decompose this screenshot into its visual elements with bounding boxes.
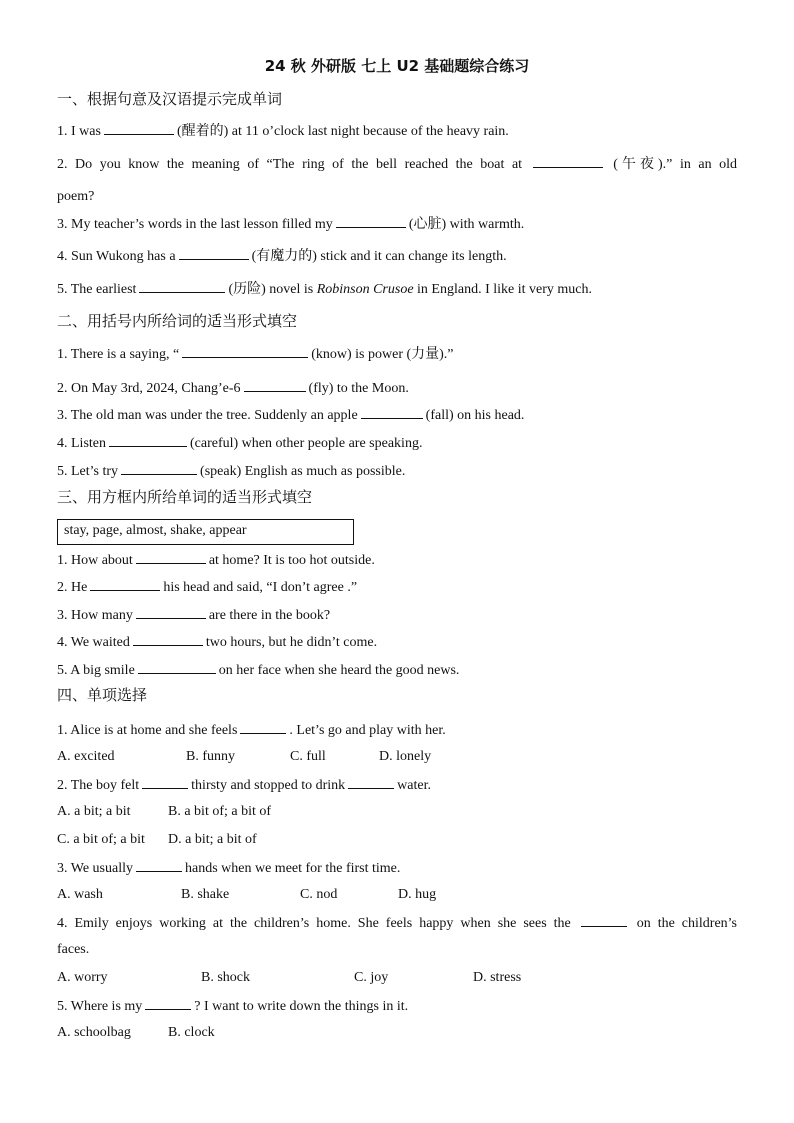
s4-q4-options — [57, 970, 521, 986]
answer-blank[interactable] — [179, 247, 249, 260]
option-c[interactable]: C. a bit of; a bit — [57, 832, 145, 847]
s4-question-1: 1. Alice is at home and she feels . Let’s go and play with her. — [57, 723, 446, 738]
s2-question-3: 3. The old man was under the tree. Suddenly an apple (fall) on his head. — [57, 408, 525, 423]
s2-question-5: 5. Let’s try (speak) English as much as possible. — [57, 464, 406, 479]
word-box: stay, page, almost, shake, appear — [57, 519, 354, 545]
option-b[interactable]: B. funny — [186, 749, 235, 764]
answer-blank[interactable] — [361, 406, 423, 419]
s1-question-5: 5. The earliest (历险) novel is Robinson Crusoe in England. I like it very much. — [57, 282, 593, 297]
section-heading-4: 四、单项选择 — [57, 686, 148, 704]
option-d[interactable]: D. stress — [473, 970, 522, 985]
s1-question-4: 4. Sun Wukong has a (有魔力的) stick and it can change its length. — [57, 249, 507, 264]
s1-question-1: 1. I was (醒着的) at 11 o’clock last night because of the heavy rain. — [57, 124, 509, 139]
answer-blank[interactable] — [240, 721, 286, 734]
answer-blank[interactable] — [138, 661, 216, 674]
option-a[interactable]: A. schoolbag — [57, 1025, 131, 1040]
s1-question-2: 2. Do you know the meaning of “The ring of the bell reached the boat at (午夜).” in an old — [57, 157, 738, 172]
answer-blank[interactable] — [348, 776, 394, 789]
answer-blank[interactable] — [90, 578, 160, 591]
s4-question-4: 4. Emily enjoys working at the children’s home. She feels happy when she sees the on the children’s — [57, 916, 738, 931]
option-d[interactable]: D. hug — [398, 887, 437, 902]
answer-blank[interactable] — [136, 551, 206, 564]
s4-q3-options — [57, 887, 436, 903]
option-a[interactable]: A. a bit; a bit — [57, 804, 131, 819]
option-b[interactable]: B. shake — [181, 887, 230, 902]
answer-blank[interactable] — [139, 280, 225, 293]
section-heading-1: 一、根据句意及汉语提示完成单词 — [57, 90, 283, 108]
s3-question-5: 5. A big smile on her face when she heard the good news. — [57, 663, 460, 678]
s2-question-4: 4. Listen (careful) when other people are speaking. — [57, 436, 423, 451]
s4-q2-options-cd — [57, 832, 257, 848]
answer-blank[interactable] — [244, 379, 306, 392]
s4-q2-options-ab — [57, 804, 271, 820]
answer-blank[interactable] — [133, 633, 203, 646]
s2-question-1: 1. There is a saying, “ (know) is power (力量).” — [57, 347, 454, 362]
option-a[interactable]: A. worry — [57, 970, 108, 985]
option-d[interactable]: D. lonely — [379, 749, 432, 764]
answer-blank[interactable] — [109, 434, 187, 447]
option-b[interactable]: B. shock — [201, 970, 250, 985]
option-a[interactable]: A. excited — [57, 749, 115, 764]
answer-blank[interactable] — [145, 997, 191, 1010]
answer-blank[interactable] — [533, 155, 603, 168]
section-heading-3: 三、用方框内所给单词的适当形式填空 — [57, 488, 313, 506]
s3-question-2: 2. He his head and said, “I don’t agree .” — [57, 580, 358, 595]
answer-blank[interactable] — [182, 345, 308, 358]
option-b[interactable]: B. clock — [168, 1025, 215, 1040]
answer-blank[interactable] — [142, 776, 188, 789]
option-d[interactable]: D. a bit; a bit of — [168, 832, 257, 847]
option-b[interactable]: B. a bit of; a bit of — [168, 804, 272, 819]
option-a[interactable]: A. wash — [57, 887, 103, 902]
section-heading-2: 二、用括号内所给词的适当形式填空 — [57, 312, 298, 330]
s4-q1-options — [57, 749, 431, 765]
s1-question-3: 3. My teacher’s words in the last lesson filled my (心脏) with warmth. — [57, 217, 525, 232]
answer-blank[interactable] — [581, 914, 627, 927]
s3-question-3: 3. How many are there in the book? — [57, 608, 331, 623]
s4-question-5: 5. Where is my ? I want to write down the things in it. — [57, 999, 409, 1014]
answer-blank[interactable] — [104, 122, 174, 135]
s4-q5-options — [57, 1025, 215, 1041]
answer-blank[interactable] — [121, 462, 197, 475]
s3-question-4: 4. We waited two hours, but he didn’t come. — [57, 635, 378, 650]
s4-question-3: 3. We usually hands when we meet for the first time. — [57, 861, 401, 876]
s2-question-2: 2. On May 3rd, 2024, Chang’e-6 (fly) to the Moon. — [57, 381, 409, 396]
answer-blank[interactable] — [336, 215, 406, 228]
s1-question-2-cont: poem? — [57, 189, 95, 204]
answer-blank[interactable] — [136, 859, 182, 872]
s3-question-1: 1. How about at home? It is too hot outside. — [57, 553, 375, 568]
s4-question-2: 2. The boy felt thirsty and stopped to drink water. — [57, 778, 431, 793]
option-c[interactable]: C. nod — [300, 887, 338, 902]
option-c[interactable]: C. joy — [354, 970, 389, 985]
answer-blank[interactable] — [136, 606, 206, 619]
s4-question-4-cont: faces. — [57, 942, 90, 957]
page-title: 24 秋 外研版 七上 U2 基础题综合练习 — [264, 57, 530, 75]
option-c[interactable]: C. full — [290, 749, 326, 764]
